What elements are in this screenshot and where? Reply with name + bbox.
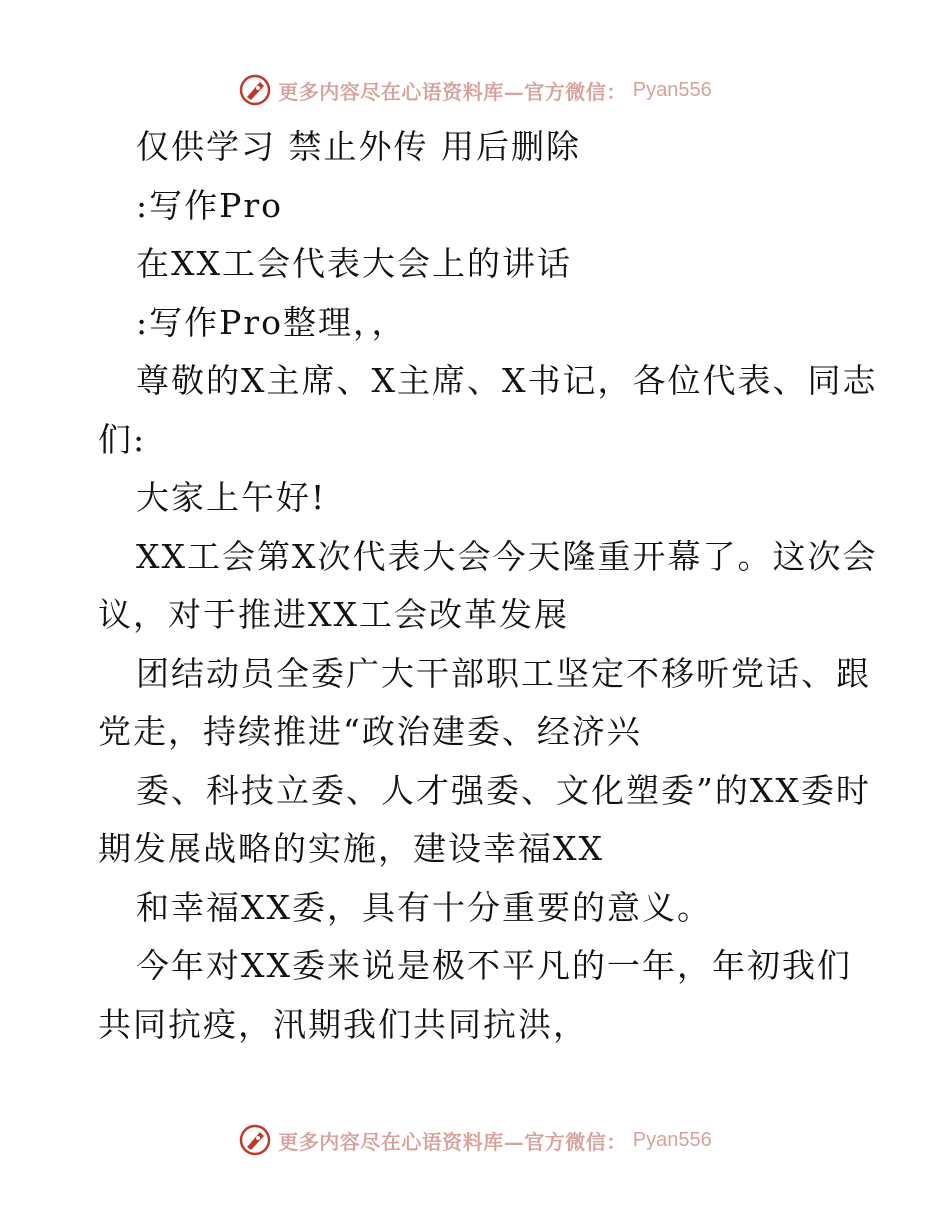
paragraph-body-4: 和幸福XX委，具有十分重要的意义。 [136, 887, 712, 927]
paragraph-author: :写作Pro [136, 185, 283, 225]
paragraph-body-3: 委、科技立委、人才强委、文化塑委”的XX委时期发展战略的实施，建设幸福XX [98, 770, 871, 868]
paragraph-body-1: XX工会第X次代表大会今天隆重开幕了。这次会议，对于推进XX工会改革发展 [98, 536, 878, 634]
paragraph-salutation: 尊敬的X主席、X主席、X书记，各位代表、同志们: [98, 361, 878, 459]
banner-site-text: 更多内容尽在心语资料库—官方微信： [278, 79, 627, 104]
paragraph-body-2: 团结动员全委广大干部职工坚定不移听党话、跟党走，持续推进“政治建委、经济兴 [98, 653, 871, 751]
pen-nib-logo-icon [238, 73, 272, 107]
banner-site-text: 更多内容尽在心语资料库—官方微信： [278, 1129, 627, 1154]
document-body [98, 118, 878, 1054]
paragraph-compiler: :写作Pro整理，， [136, 302, 407, 342]
footer-watermark-banner [0, 1120, 950, 1160]
header-watermark-banner [0, 70, 950, 110]
paragraph-greeting: 大家上午好! [136, 478, 327, 517]
paragraph-title: 在XX工会代表大会上的讲话 [136, 244, 572, 283]
paragraph-notice: 仅供学习 禁止外传 用后删除 [136, 127, 581, 166]
pen-nib-logo-icon [238, 1123, 272, 1157]
banner-wechat-id: Pyan556 [632, 78, 712, 101]
banner-wechat-id: Pyan556 [632, 1128, 712, 1151]
paragraph-body-5: 今年对XX委来说是极不平凡的一年，年初我们共同抗疫，汛期我们共同抗洪， [98, 946, 852, 1044]
